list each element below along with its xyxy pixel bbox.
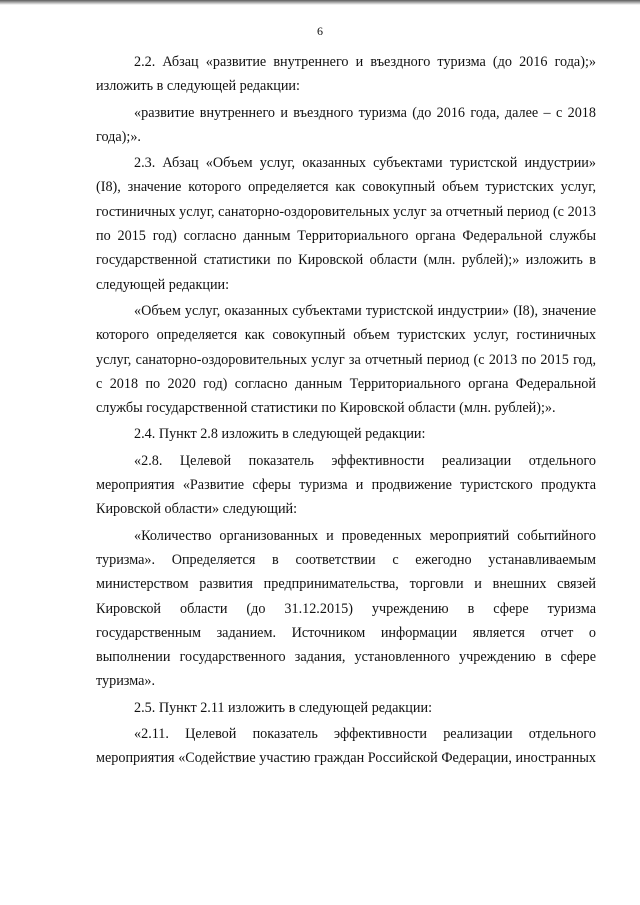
paragraph-2-3: 2.3. Абзац «Объем услуг, оказанных субъектами туристской индустрии» (I8), значение которого определяется как совокупный объем туристских услуг, гостиничных услуг, санаторно-оздоровительных услуг за отчетный период (с 2013 по 2015 год) согласно данным Территориального органа Федеральной службы государственной статистики по Кировской области (млн. рублей);» изложить в следующей редакции: bbox=[96, 155, 596, 293]
document-body bbox=[96, 50, 596, 771]
scan-top-edge bbox=[0, 0, 640, 5]
paragraph-2-2: 2.2. Абзац «развитие внутреннего и въездного туризма (до 2016 года);» изложить в следующей редакции: bbox=[96, 54, 596, 95]
paragraph-2-4: 2.4. Пункт 2.8 изложить в следующей редакции: bbox=[134, 426, 426, 443]
quote-2-8-intro: «2.8. Целевой показатель эффективности реализации отдельного мероприятия «Развитие сферы туризма и продвижение туристского продукта Кировской области» следующий: bbox=[96, 452, 596, 518]
quote-2-8-indicator: «Количество организованных и проведенных мероприятий событийного туризма». Определяется в соответствии с ежегодно устанавливаемым министерством развития предпринимательства, торговли и внешних связей Кировской области (до 31.12.2015) учреждению в сфере туризма государственным заданием. Источником информации является отчет о выполнении государственного задания, установленного учреждению в сфере туризма». bbox=[96, 527, 596, 690]
quote-2-3: «Объем услуг, оказанных субъектами туристской индустрии» (I8), значение которого определяется как совокупный объем туристских услуг, гостиничных услуг, санаторно-оздоровительных услуг за отчетный период (с 2013 по 2015 год, с 2018 по 2020 год) согласно данным Территориального органа Федеральной службы государственной статистики по Кировской области (млн. рублей);». bbox=[96, 302, 596, 417]
paragraph-2-5: 2.5. Пункт 2.11 изложить в следующей редакции: bbox=[134, 699, 433, 716]
quote-2-11: «2.11. Целевой показатель эффективности реализации отдельного мероприятия «Содействие участию граждан Российской Федерации, иностранных bbox=[96, 726, 596, 767]
page-number: 6 bbox=[317, 24, 323, 38]
quote-2-2: «развитие внутреннего и въездного туризма (до 2016 года, далее – с 2018 года);». bbox=[96, 104, 596, 145]
